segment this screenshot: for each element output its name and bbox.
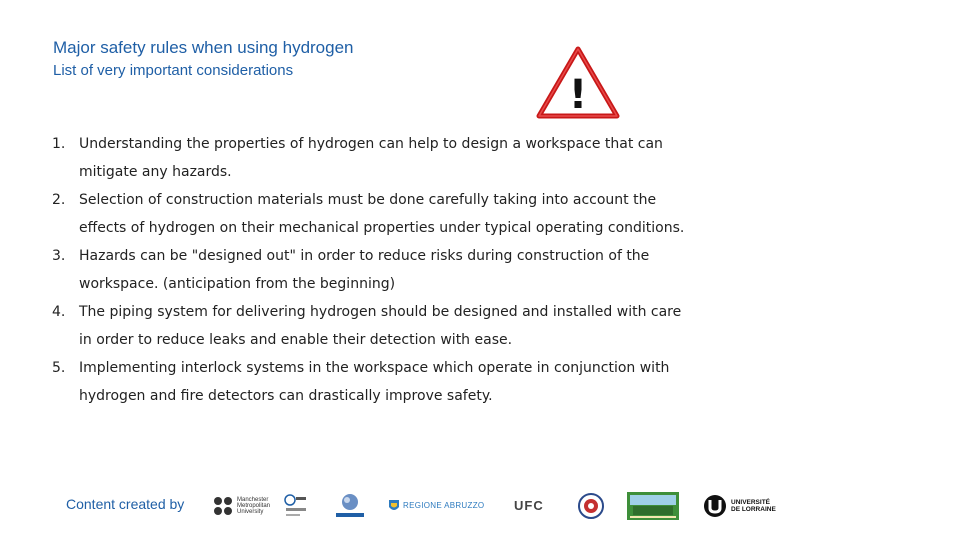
crest-logo bbox=[578, 490, 604, 522]
item-number: 5. bbox=[52, 360, 66, 376]
ufc-logo: UFC bbox=[514, 498, 544, 513]
list-item bbox=[52, 298, 692, 354]
item-text: Implementing interlock systems in the workspace which operate in conjunction with hydrogen and fire detectors can drastically improve safety. bbox=[79, 360, 670, 404]
footer-credit-label: Content created by bbox=[66, 496, 185, 512]
safety-rules-list bbox=[52, 130, 692, 410]
hysafer-logo bbox=[333, 490, 367, 522]
warning-triangle-icon bbox=[536, 46, 620, 120]
list-item bbox=[52, 242, 692, 298]
item-text: Selection of construction materials must be done carefully taking into account the effects of hydrogen on their mechanical properties under typical operating conditions. bbox=[79, 192, 685, 236]
page-title: Major safety rules when using hydrogen bbox=[53, 38, 354, 57]
item-text: Hazards can be "designed out" in order to reduce risks during construction of the workspace. (anticipation from the beginning) bbox=[79, 248, 650, 292]
svg-text:!: ! bbox=[568, 72, 588, 118]
item-number: 4. bbox=[52, 304, 66, 320]
fh-logo bbox=[282, 490, 310, 522]
list-item bbox=[52, 130, 692, 186]
list-item bbox=[52, 186, 692, 242]
universite-de-lorraine-logo: UNIVERSITÉ DE LORRAINE bbox=[703, 490, 777, 522]
item-number: 2. bbox=[52, 192, 66, 208]
page-subtitle: List of very important considerations bbox=[53, 62, 294, 79]
item-text: The piping system for delivering hydrogen should be designed and installed with care in order to reduce leaks and enable their detection with ease. bbox=[79, 304, 682, 348]
regione-abruzzo-logo: REGIONE ABRUZZO bbox=[388, 490, 484, 522]
manchester-metropolitan-logo: Manchester Metropolitan University bbox=[212, 490, 275, 522]
list-item bbox=[52, 354, 692, 410]
item-number: 3. bbox=[52, 248, 66, 264]
item-text: Understanding the properties of hydrogen can help to design a workspace that can mitigate any hazards. bbox=[79, 136, 663, 180]
item-number: 1. bbox=[52, 136, 66, 152]
green-building-logo bbox=[627, 490, 679, 522]
